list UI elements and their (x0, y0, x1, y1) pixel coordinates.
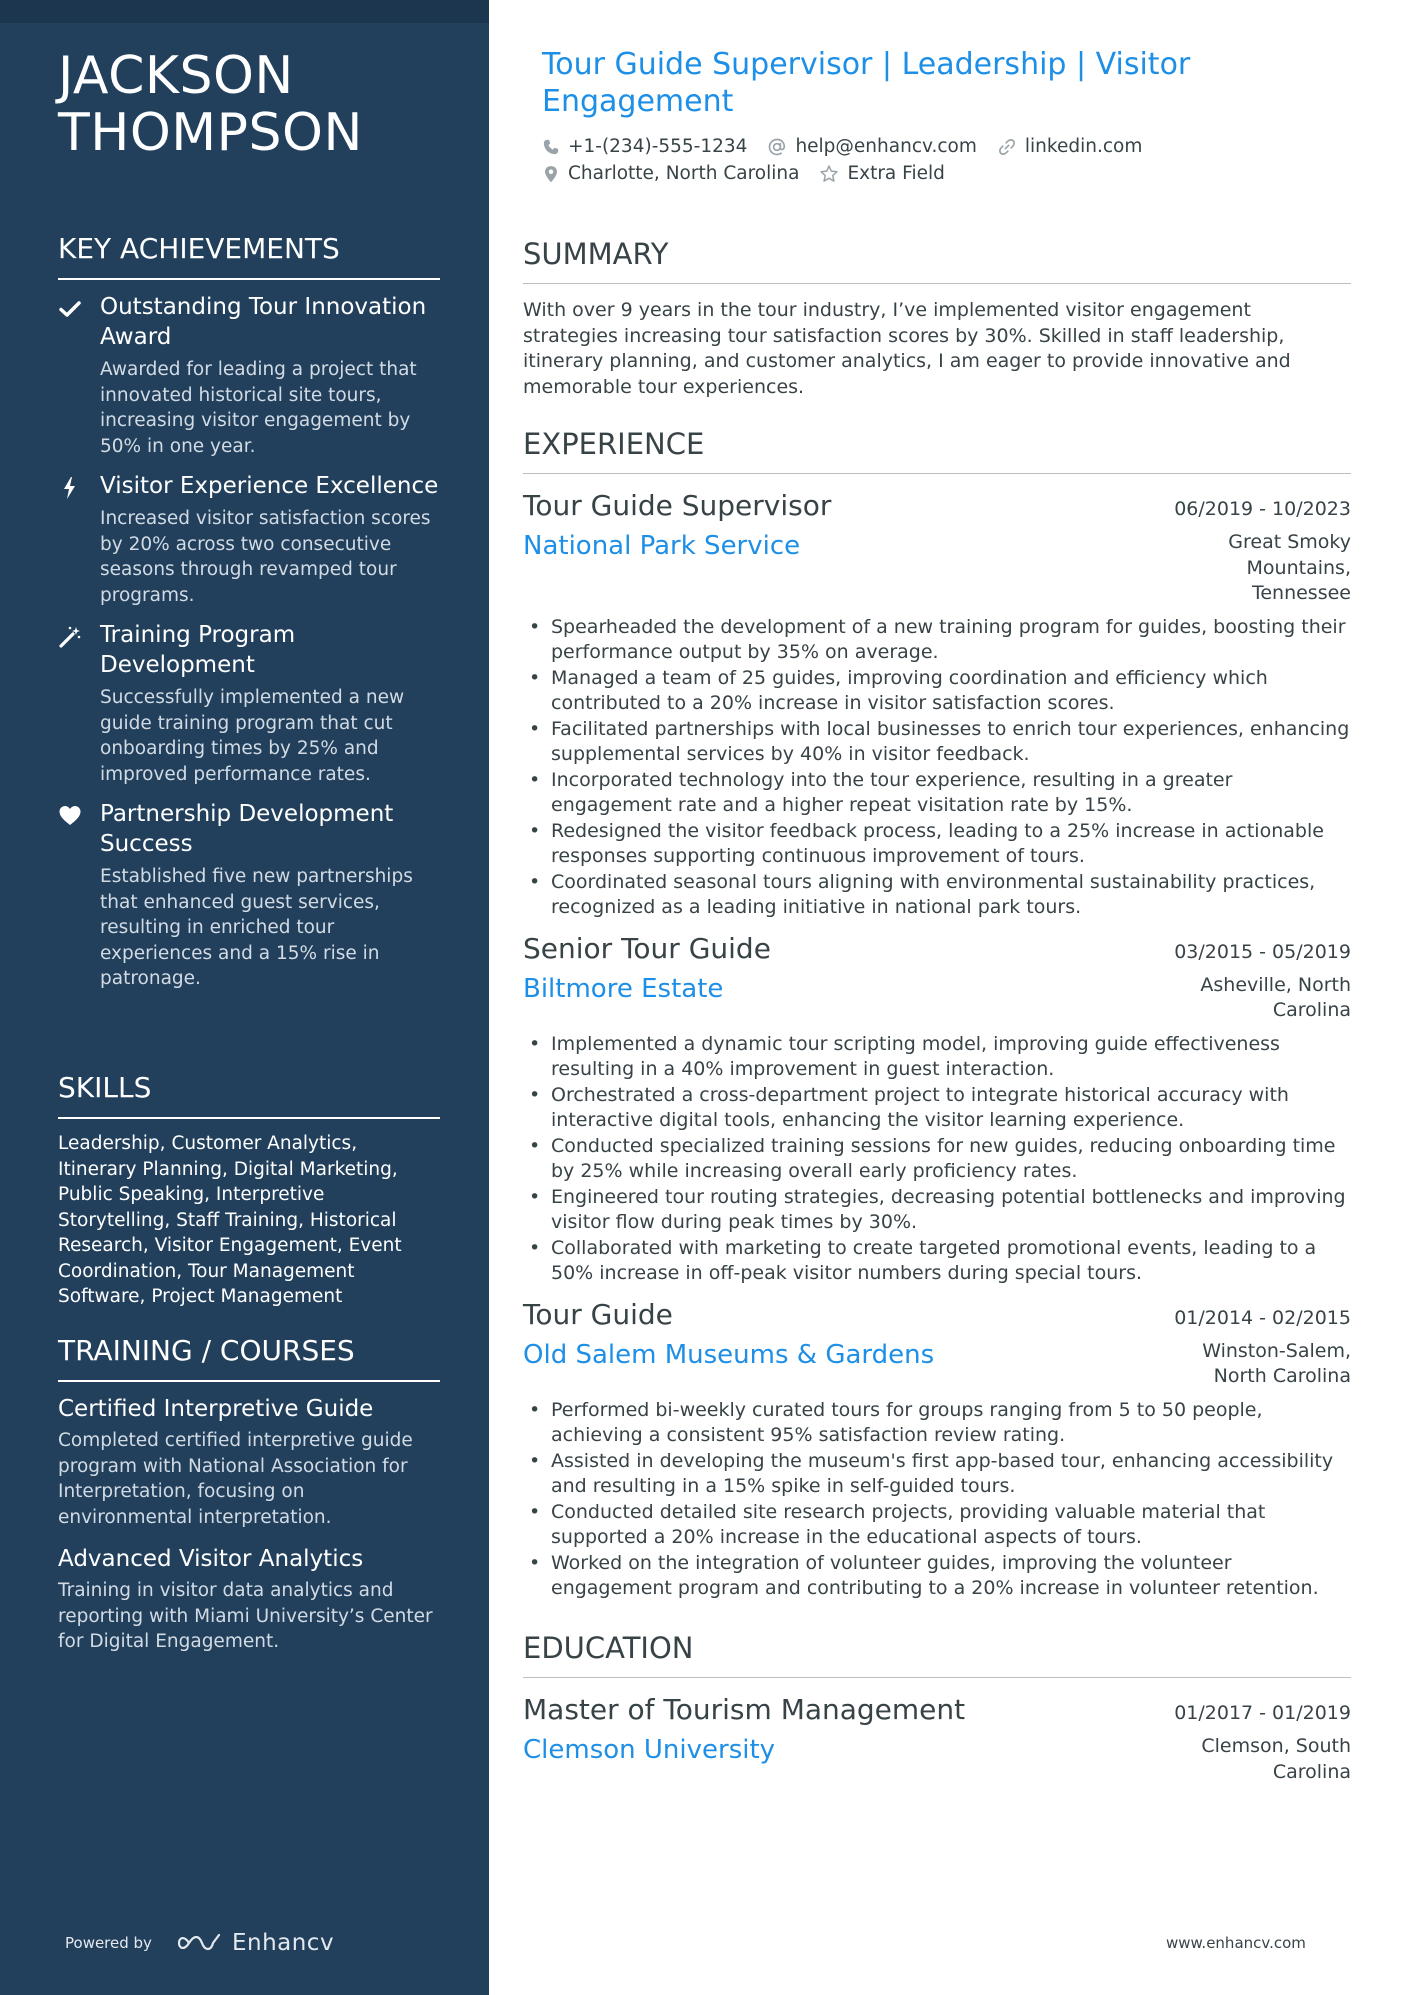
location-text: Charlotte, North Carolina (568, 163, 800, 184)
contact-row-2 (542, 163, 1352, 184)
summary-title: SUMMARY (523, 237, 1351, 284)
linkedin-text: linkedin.com (1024, 136, 1143, 157)
achievements-title: KEY ACHIEVEMENTS (58, 232, 440, 280)
course-desc: Training in visitor data analytics and reporting with Miami University’s Center for Digital Engagement. (58, 1580, 433, 1652)
enhancv-logo-text: Enhancv (231, 1930, 335, 1956)
contact-email[interactable] (767, 136, 976, 157)
job-bullet: • Redesigned the visitor feedback process, leading to a 25% increase in actionable responses supporting continuous improvement of tours. (523, 819, 1351, 870)
education-section (523, 1631, 1351, 1795)
job-company: National Park Service (523, 531, 801, 561)
achievement-title: Outstanding Tour Innovation Award (100, 294, 427, 350)
achievement-item (58, 471, 440, 608)
achievement-desc: Successfully implemented a new guide training program that cut onboarding times by 25% and improved performance rates. (100, 687, 405, 785)
job-bullet: • Conducted detailed site research projects, providing valuable material that supported a 20% increase in the educational aspects of tours. (523, 1500, 1351, 1551)
courses-section (58, 1334, 440, 1669)
job-dates: 06/2019 - 10/2023 (1174, 498, 1351, 520)
heart-icon (58, 804, 82, 828)
course-item (58, 1544, 440, 1655)
location-pin-icon (542, 164, 560, 184)
email-text: help@enhancv.com (795, 136, 977, 157)
job-location: Winston-Salem, North Carolina (1202, 1339, 1351, 1387)
education-location: Clemson, South Carolina (1201, 1735, 1351, 1783)
job-bullet: • Managed a team of 25 guides, improving coordination and efficiency which contributed to a 20% increase in visitor satisfaction scores. (523, 666, 1351, 717)
sidebar (0, 0, 489, 1995)
job-title: Senior Tour Guide (523, 931, 771, 965)
contact-linkedin[interactable] (997, 136, 1142, 157)
person-name (58, 48, 458, 162)
enhancv-logo[interactable] (178, 1930, 334, 1956)
phone-text: +1-(234)-555-1234 (568, 136, 748, 157)
job-bullet: • Orchestrated a cross-department project to integrate historical accuracy with interactive digital tools, enhancing the visitor learning experience. (523, 1083, 1351, 1134)
enhancv-logo-icon (178, 1932, 222, 1954)
contact-phone[interactable] (542, 136, 747, 157)
job-entry (523, 931, 1351, 1287)
extra-text: Extra Field (847, 163, 945, 184)
sidebar-top-bar (0, 0, 489, 23)
checkmark-icon (58, 297, 82, 321)
at-sign-icon (767, 137, 787, 157)
summary-text: With over 9 years in the tour industry, I’ve implemented visitor engagement strategies increasing tour satisfaction scores by 30%. Skilled in staff leadership, itinerary planning, and customer analytics, I am eager to provide innovative and memorable tour experiences. (523, 299, 1291, 398)
achievement-title: Training Program Development (100, 622, 296, 678)
job-bullet: • Worked on the integration of volunteer guides, improving the volunteer engagement program and contributing to a 20% increase in volunteer retention. (523, 1551, 1351, 1602)
phone-icon (542, 138, 560, 156)
job-bullet: • Performed bi-weekly curated tours for groups ranging from 5 to 50 people, achieving a consistent 95% satisfaction review rating. (523, 1398, 1351, 1449)
job-bullet: • Spearheaded the development of a new training program for guides, boosting their performance output by 35% on average. (523, 615, 1351, 666)
courses-title: TRAINING / COURSES (58, 1334, 440, 1382)
powered-by (65, 1930, 334, 1956)
job-bullets (523, 1032, 1351, 1287)
job-bullet: • Collaborated with marketing to create targeted promotional events, leading to a 50% increase in off-peak visitor numbers during special tours. (523, 1236, 1351, 1287)
lightning-bolt-icon (58, 476, 82, 500)
education-entry (523, 1692, 1351, 1785)
job-bullets (523, 1398, 1351, 1602)
job-company: Biltmore Estate (523, 973, 724, 1004)
job-title: Tour Guide (523, 1297, 673, 1331)
job-bullet: • Coordinated seasonal tours aligning with environmental sustainability practices, recognized as a leading initiative in national park tours. (523, 870, 1351, 921)
achievement-item (58, 620, 440, 787)
job-bullet: • Implemented a dynamic tour scripting model, improving guide effectiveness resulting in a 40% improvement in guest interaction. (523, 1032, 1351, 1083)
achievement-title: Partnership Development Success (100, 801, 394, 857)
last-name: THOMPSON (58, 103, 363, 163)
achievements-section (58, 232, 440, 1004)
star-icon (819, 164, 839, 184)
job-company: Old Salem Museums & Gardens (523, 1339, 935, 1370)
job-location: Great Smoky Mountains, Tennessee (1228, 531, 1351, 604)
footer-url[interactable]: www.enhancv.com (1166, 1934, 1306, 1952)
education-title: EDUCATION (523, 1631, 1351, 1678)
job-title: Tour Guide Supervisor (523, 489, 832, 522)
job-dates: 03/2015 - 05/2019 (1174, 940, 1351, 963)
achievement-item (58, 292, 440, 459)
education-dates: 01/2017 - 01/2019 (1174, 1702, 1351, 1724)
job-entry (523, 488, 1351, 921)
experience-section (523, 427, 1351, 1612)
school-name: Clemson University (523, 1735, 776, 1765)
degree-title: Master of Tourism Management (523, 1693, 966, 1726)
contact-row-1 (542, 136, 1352, 157)
job-bullet: • Assisted in developing the museum's first app-based tour, enhancing accessibility and resulting in a 15% spike in self-guided tours. (523, 1449, 1351, 1500)
powered-by-label: Powered by (65, 1934, 152, 1952)
link-icon (997, 137, 1017, 157)
headline: Tour Guide Supervisor | Leadership | Visitor Engagement (542, 47, 1191, 119)
course-item (58, 1394, 440, 1530)
achievement-desc: Increased visitor satisfaction scores by 20% across two consecutive seasons through revamped tour programs. (100, 508, 431, 606)
course-title: Advanced Visitor Analytics (58, 1546, 364, 1572)
job-location: Asheville, North Carolina (1200, 973, 1351, 1021)
first-name: JACKSON (58, 46, 294, 106)
experience-title: EXPERIENCE (523, 427, 1351, 474)
contact-location (542, 163, 799, 184)
skills-list: Leadership, Customer Analytics, Itinerary Planning, Digital Marketing, Public Speaking, Interpretive Storytelling, Staff Training, Historical Research, Visitor Engagement, Event Coordination, Tour Management Software, Project Management (58, 1133, 402, 1307)
achievement-desc: Established five new partnerships that enhanced guest services, resulting in enriched tour experiences and a 15% rise in patronage. (100, 866, 413, 989)
achievement-item (58, 799, 440, 992)
job-bullet: • Facilitated partnerships with local businesses to enrich tour experiences, enhancing supplemental services by 40% in visitor feedback. (523, 717, 1351, 768)
achievement-desc: Awarded for leading a project that innovated historical site tours, increasing visitor engagement by 50% in one year. (100, 359, 417, 457)
course-desc: Completed certified interpretive guide program with National Association for Interpretation, focusing on environmental interpretation. (58, 1430, 413, 1528)
job-bullets (523, 615, 1351, 921)
job-bullet: • Conducted specialized training sessions for new guides, reducing onboarding time by 25% while increasing overall early proficiency rates. (523, 1134, 1351, 1185)
job-bullet: • Engineered tour routing strategies, decreasing potential bottlenecks and improving visitor flow during peak times by 30%. (523, 1185, 1351, 1236)
job-bullet: • Incorporated technology into the tour experience, resulting in a greater engagement rate and a higher repeat visitation rate by 15%. (523, 768, 1351, 819)
contact-extra (819, 163, 944, 184)
skills-section (58, 1071, 440, 1310)
job-entry (523, 1297, 1351, 1602)
magic-wand-icon (58, 625, 82, 649)
achievement-title: Visitor Experience Excellence (100, 473, 439, 499)
skills-title: SKILLS (58, 1071, 440, 1119)
job-dates: 01/2014 - 02/2015 (1174, 1306, 1351, 1329)
summary-section (523, 237, 1351, 400)
course-title: Certified Interpretive Guide (58, 1396, 374, 1422)
